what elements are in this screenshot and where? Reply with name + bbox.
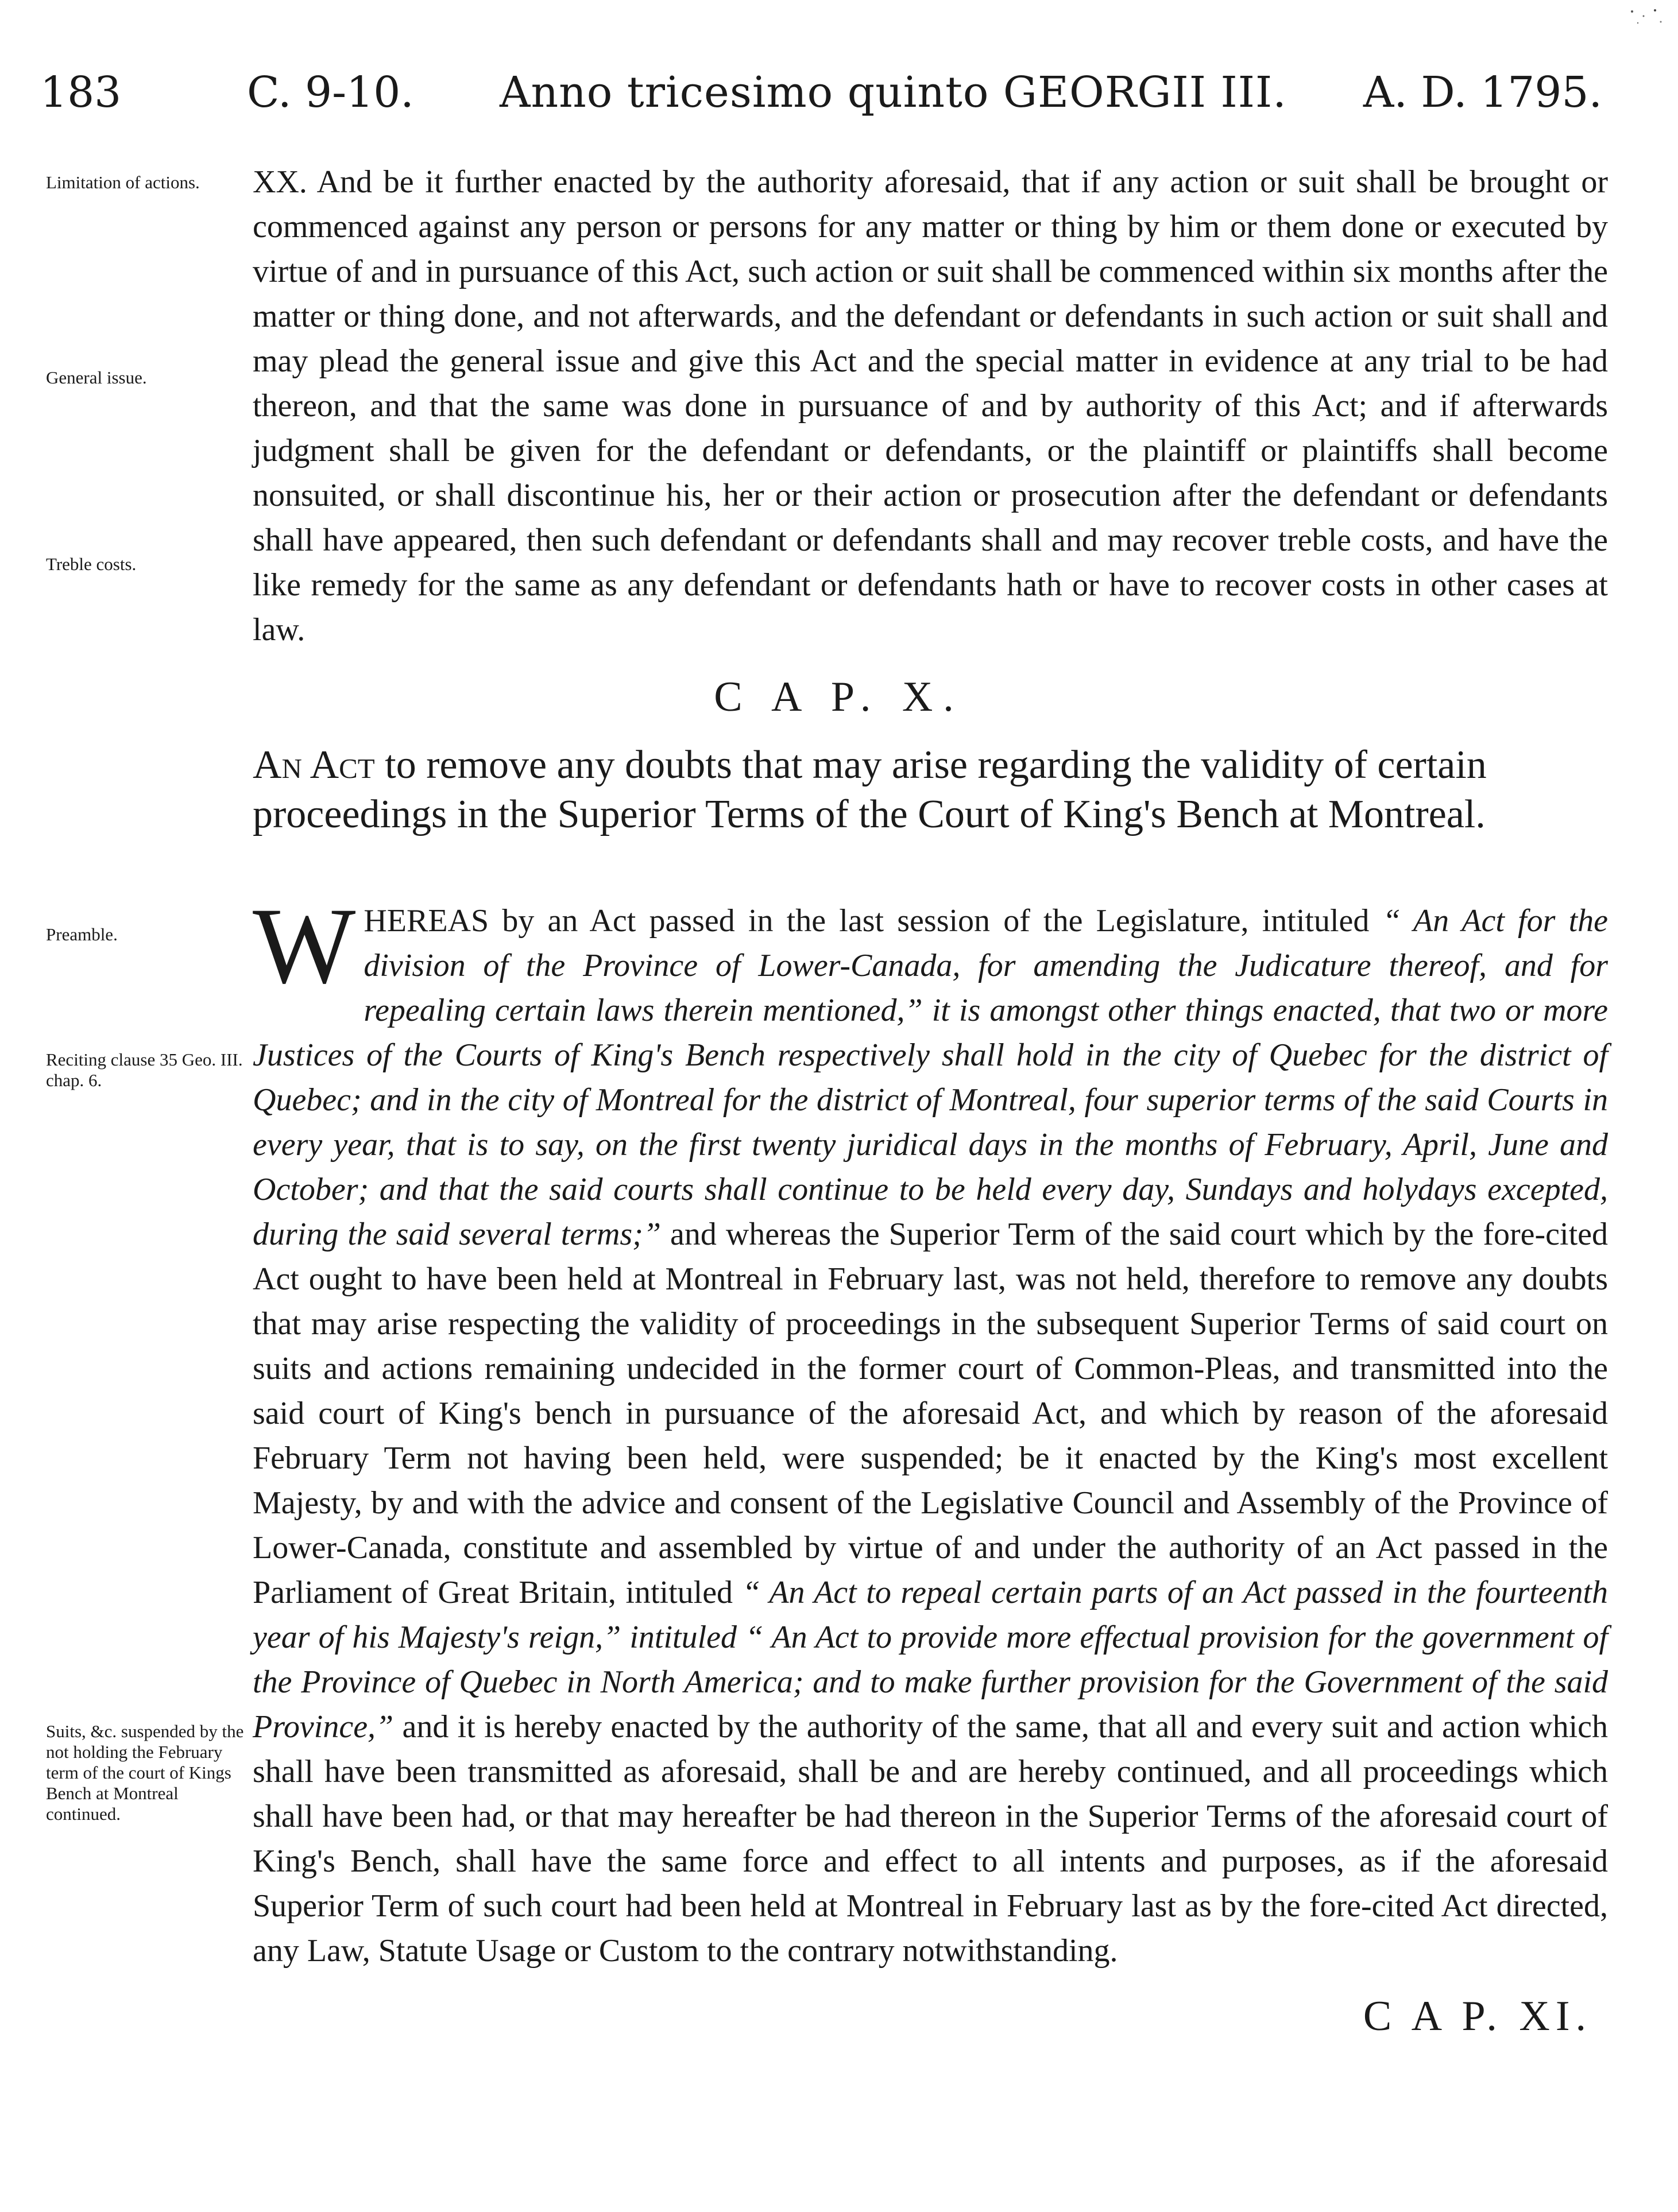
chapter-heading: C A P. X. [714, 673, 964, 720]
preamble-opening: HEREAS by an Act passed in the last session of the Legislature, intituled [364, 903, 1370, 939]
margin-note-treble-costs: Treble costs. [46, 554, 137, 574]
header-title: Anno tricesimo quinto GEORGII III. [500, 68, 1287, 117]
page-number: 183 [40, 68, 122, 117]
preamble-paragraph [253, 886, 1609, 1973]
preamble-closing: and it is hereby enacted by the authority of the same, that all and every suit and action which shall have been transmitted as aforesaid, shall be and are hereby continued, and all proceedings which shall have been had, or that may hereafter be had thereon in the Superior Terms of the aforesaid court of King's Bench, shall have the same force and effect to all intents and purposes, as if the aforesaid Superior Term of such court had been held at Montreal in February last as by the fore-cited Act directed, any Law, Statute Usage or Custom to the contrary notwithstanding. [253, 1709, 1608, 1969]
act-title-text: to remove any doubts that may arise regarding the validity of certain proceedings in the Superior Terms of the Court of King's Bench at Montreal. [253, 743, 1487, 836]
next-chapter-heading: C A P. XI. [1363, 1993, 1592, 2040]
preamble-quote-second: “ An Act to repeal certain parts of an Act passed in the fourteenth year of his Majesty's reign,” intituled “ An Act to provide more effectual provision for the government of the Province of Quebec in North America; and to make further provision for the Government of the said Province,” [253, 1575, 1609, 1745]
margin-note-limitation: Limitation of actions. [46, 172, 200, 192]
header-year: A. D. 1795. [1363, 68, 1602, 117]
preamble-quote-first: “ An Act for the division of the Province of Lower-Canada, for amending the Judicature thereof, and for repealing certain laws therein mentioned,” it is amongst other things enacted, that two or more Justices of the Courts of King's Bench respectively shall hold in the city of Quebec for the district of Quebec; and in the city of Montreal for the district of Montreal, four superior terms of the said Courts in every year, that is to say, on the first twenty juridical days in the months of February, April, June and October; and that the said courts shall continue to be held every day, Sundays and holydays excepted, during the said several terms;” [253, 903, 1609, 1252]
act-title [253, 741, 1608, 839]
act-title-lead: An Act [253, 743, 375, 787]
chapter-reference: C. 9-10. [247, 68, 414, 117]
margin-note-preamble: Preamble. [46, 924, 118, 944]
section-xx-paragraph: XX. And be it further enacted by the authority aforesaid, that if any action or suit shall be brought or commenced against any person or persons for any matter or thing by him or them done or executed by virtue of and in pursuance of this Act, such action or suit shall be commenced within six months after the matter or thing done, and not afterwards, and the defendant or defendants in such action or suit shall and may plead the general issue and give this Act and the special matter in evidence at any trial to be had thereon, and that the same was done in pursuance of and by authority of this Act; and if afterwards judgment shall be given for the defendant or defendants, or the plaintiff or plaintiffs shall become nonsuited, or shall discontinue his, her or their action or prosecution after the defendant or defendants shall have appeared, then such defendant or defendants shall and may recover treble costs, and have the like remedy for the same as any defendant or defendants hath or have to recover costs in other cases at law. [253, 164, 1608, 648]
margin-note-general-issue: General issue. [46, 367, 147, 388]
scan-speckle [1626, 6, 1667, 29]
drop-capital: W [253, 886, 356, 1006]
margin-note-reciting-clause: Reciting clause 35 Geo. III. chap. 6. [46, 1049, 243, 1090]
margin-note-suits-continued: Suits, &c. suspended by the not holding the February term of the court of Kings Bench at Montreal continued. [46, 1721, 244, 1824]
running-header [40, 68, 1602, 131]
preamble-middle: and whereas the Superior Term of the said court which by the fore-cited Act ought to have been held at Montreal in February last, was not held, therefore to remove any doubts that may arise respecting the validity of proceedings in the subsequent Superior Terms of said court on suits and actions remaining undecided in the former court of Common-Pleas, and transmitted into the said court of King's bench in pursuance of the aforesaid Act, and which by reason of the aforesaid February Term not having been held, were suspended; be it enacted by the King's most excellent Majesty, by and with the advice and consent of the Legislative Council and Assembly of the Province of Lower-Canada, constitute and assembled by virtue of and under the authority of an Act passed in the Parliament of Great Britain, intituled [253, 1217, 1609, 1610]
